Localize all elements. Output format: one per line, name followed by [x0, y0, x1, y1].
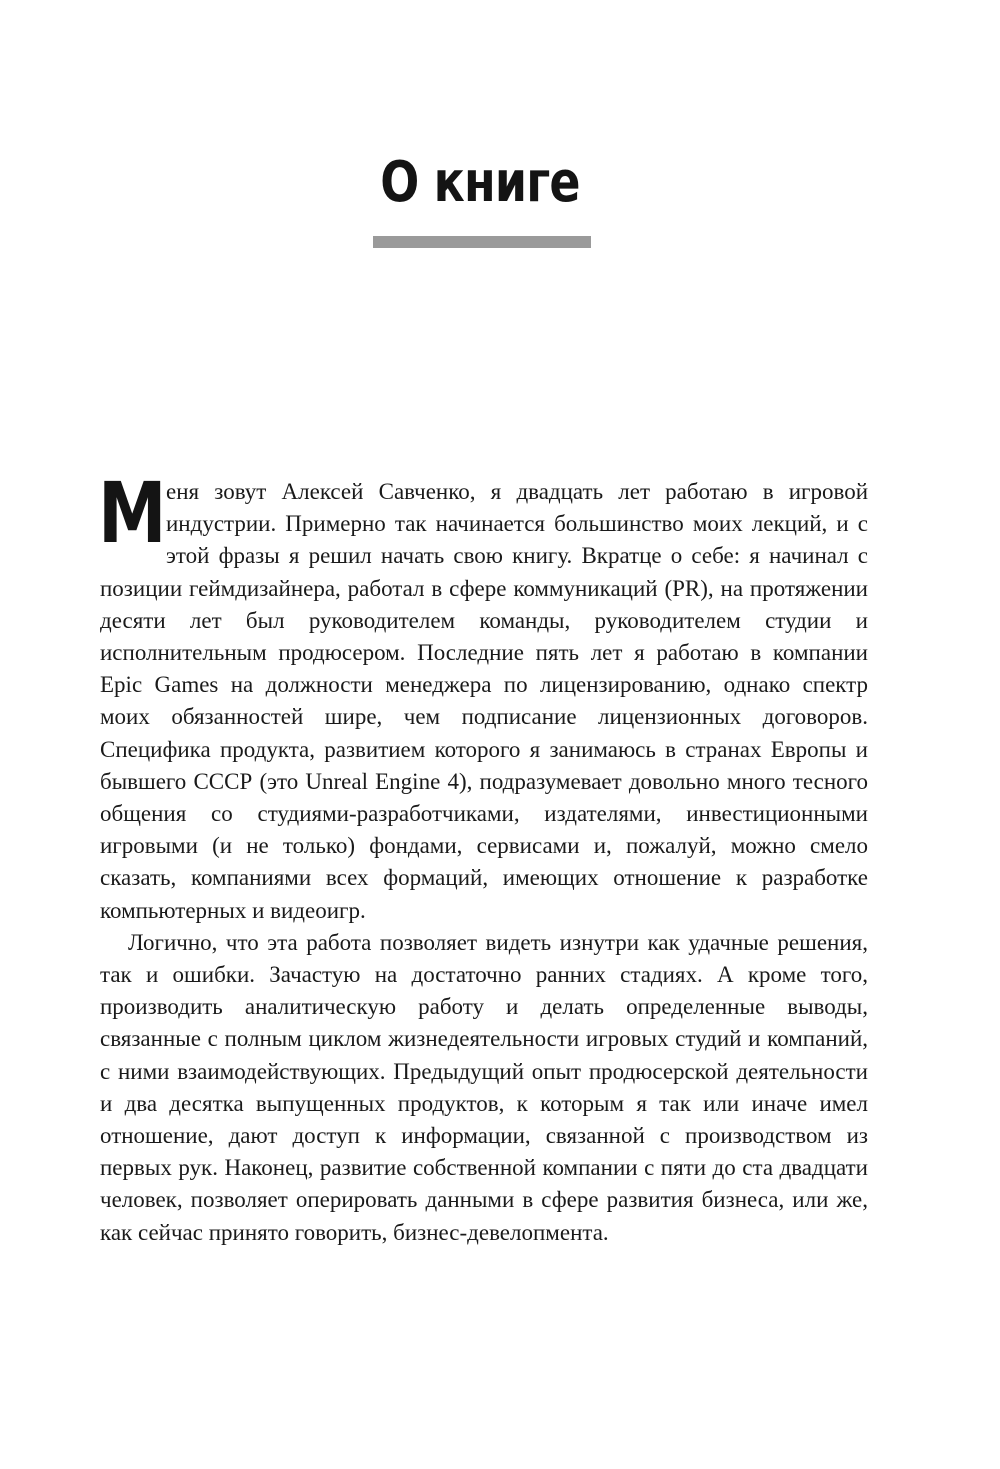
drop-cap: М — [98, 464, 167, 562]
title-underline-rule — [373, 236, 591, 248]
paragraph-intro-text: еня зовут Алексей Савченко, я двадцать лет работаю в игровой индустрии. Примерно так начинается большинство моих лекций, и с этой фразы я решил начать свою книгу. Вкратце о себе: я начинал с позиции геймдизайнера, работал в сфере коммуникаций (PR), на протяжении десяти лет был руководителем команды, руководителем студии и исполнительным продюсером. Последние пять лет я работаю в компании Epic Games на должности менеджера по лицензированию, однако спектр моих обязанностей шире, чем подписание лицензионных договоров. Специфика продукта, развитием которого я занимаюсь в странах Европы и бывшего СССР (это Unreal Engine 4), подразумевает довольно много тесного общения со студиями-разработчиками, издателями, инвестиционными игровыми (и не только) фондами, сервисами и, пожалуй, можно смело сказать, компаниями всех формаций, имеющих отношение к разработке компьютерных и видеоигр. — [100, 479, 868, 923]
chapter-title: О книге — [380, 150, 580, 215]
body-text — [98, 464, 868, 1249]
paragraph-second: Логично, что эта работа позволяет видеть изнутри как удачные решения, так и ошибки. Зачастую на достаточно ранних стадиях. А кроме того, производить аналитическую работу и делать определенные выводы, связанные с полным циклом жизнедеятельности игровых студий и компаний, с ними взаимодействующих. Предыдущий опыт продюсерской деятельности и два десятка выпущенных продуктов, к которым я так или иначе имел отношение, дают доступ к информации, связанной с производством из первых рук. Наконец, развитие собственной компании с пяти до ста двадцати человек, позволяет оперировать данными в сфере развития бизнеса, или же, как сейчас принято говорить, бизнес-девелопмента. — [100, 929, 868, 1245]
paragraph-intro — [98, 464, 868, 927]
